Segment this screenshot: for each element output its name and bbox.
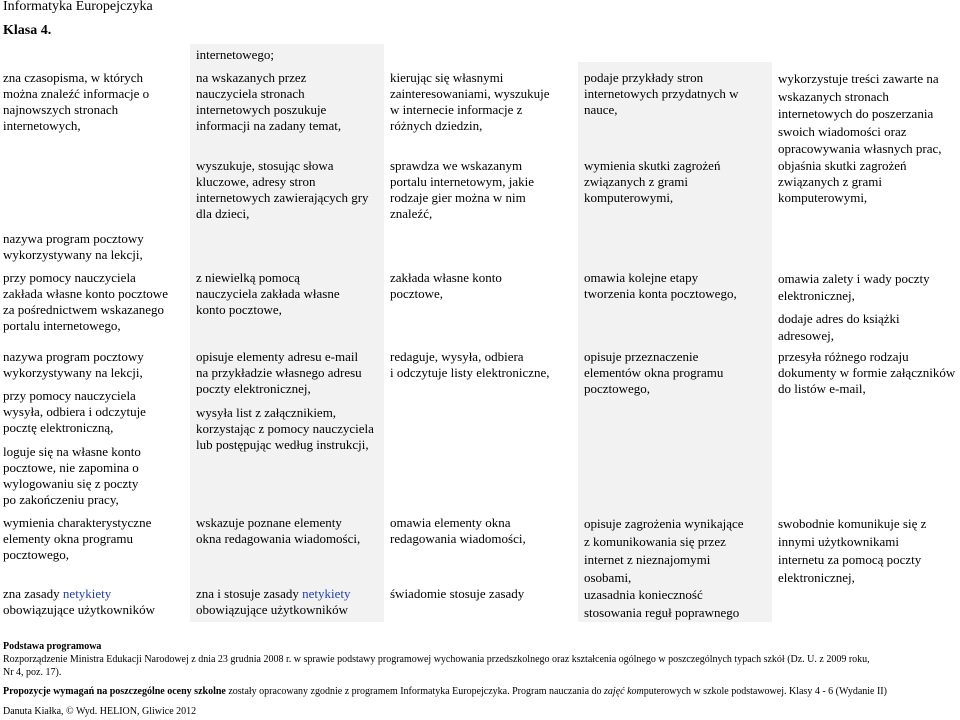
text-line: nauce, [584, 102, 618, 117]
text-line: z niewielką pomocą [196, 270, 300, 285]
grade-title: Klasa 4. [3, 23, 52, 38]
netykiety-link[interactable]: netykiety [62, 586, 112, 601]
text-line: wykorzystywany na lekcji, [3, 365, 143, 380]
text-line: świadomie stosuje zasady [390, 586, 525, 601]
text-line: wylogowaniu się z poczty [3, 476, 139, 491]
text-line: internetowych przydatnych w [584, 86, 739, 101]
text-line: wskazanych stronach [778, 88, 889, 104]
text-line [3, 586, 155, 602]
col3-cell-r1 [390, 70, 550, 134]
text-line: internetu za pomocą poczty [778, 552, 922, 567]
text-span: zna zasady [3, 586, 63, 601]
col1-cell-r6 [3, 515, 151, 563]
text-line: i odczytuje listy elektroniczne, [390, 365, 550, 380]
text-line: innymi użytkownikami [778, 534, 899, 549]
text-line: portalu internetowym, jakie [390, 174, 535, 189]
text-line: uzasadnia konieczność [584, 587, 703, 602]
text-line: elektronicznej, [778, 570, 855, 585]
text-line: adresowej, [778, 328, 834, 343]
text-line: lub postępując według instrukcji, [196, 437, 369, 452]
text-line: poczty elektronicznej, [196, 381, 311, 396]
text-line: konto pocztowe, [196, 302, 282, 317]
subject-title: Informatyka Europejczyka [3, 0, 153, 14]
text-line: elektronicznej, [778, 288, 855, 303]
text-line: objaśnia skutki zagrożeń [778, 158, 907, 173]
col3-cell-r2 [390, 158, 534, 222]
col2-cell-r4 [196, 270, 340, 318]
text-line: wskazuje poznane elementy [196, 515, 342, 530]
text-line: elementów okna programu [584, 365, 724, 380]
col3-cell-r5 [390, 349, 550, 381]
text-line: internet z nieznajomymi [584, 552, 711, 567]
text-line: zakłada własne konto pocztowe [3, 286, 168, 301]
text-line: w internecie informacje z [390, 102, 523, 117]
col5-cell-r4b [778, 310, 900, 344]
col2-cell-r1 [196, 70, 341, 134]
text-line: omawia elementy okna [390, 515, 511, 530]
col2-cell-r7 [196, 586, 351, 618]
footer-heading: Podstawa programowa [3, 641, 102, 652]
text-line: omawia zalety i wady poczty [778, 271, 930, 286]
text-line: na wskazanych przez [196, 70, 307, 85]
text-line: można znaleźć informacje o [3, 86, 150, 101]
text-line [196, 586, 351, 602]
text-line: pocztowe, nie zapomina o [3, 460, 139, 475]
text-line: kierując się własnymi [390, 70, 504, 85]
footer-line-3-end: puterowych w szkole podstawowej. Klasy 4 - 6 (Wydanie II) [643, 686, 887, 697]
text-line: sprawdza we wskazanym [390, 158, 523, 173]
col1-cell-r5c [3, 444, 141, 508]
text-line: korzystając z pomocy nauczyciela [196, 421, 374, 436]
text-line: swoich wiadomości oraz [778, 123, 907, 139]
text-line: najnowszych stronach [3, 102, 119, 117]
text-line: portalu internetowego, [3, 318, 121, 333]
col5-cell-r2 [778, 158, 907, 206]
text-line: komputerowymi, [584, 190, 674, 205]
text-line: nauczyciela stronach [196, 86, 305, 101]
text-line: komputerowymi, [778, 190, 868, 205]
footer-line-3-bold: Propozycje wymagań na poszczególne oceny szkolne [3, 686, 226, 697]
text-line: związanych z grami [584, 174, 688, 189]
text-line: internetowych poszukuje [196, 102, 327, 117]
col4-cell-r7 [584, 586, 739, 622]
col4-cell-r2 [584, 158, 720, 206]
col3-cell-r7 [390, 586, 524, 602]
text-line: dla dzieci, [196, 206, 250, 221]
text-line: tworzenia konta pocztowego, [584, 286, 737, 301]
col2-cell-r5b [196, 405, 374, 453]
text-line: wykorzystuje treści zawarte na [778, 71, 939, 86]
col4-cell-r1 [584, 70, 739, 118]
text-line: pocztowego, [3, 547, 70, 562]
text-line: opracowywania własnych prac, [778, 141, 942, 156]
text-line: pocztę elektroniczną, [3, 420, 114, 435]
text-line: zainteresowaniami, wyszukuje [390, 86, 550, 101]
footer-line-3-italic: zajęć kom [604, 686, 644, 697]
footer-line-3 [3, 686, 887, 698]
text-line: rodzaje gier można w nim [390, 190, 526, 205]
text-line: internetowych do poszerzania [778, 106, 934, 121]
text-line: wykorzystywany na lekcji, [3, 247, 143, 262]
text-line: wysyła list z załącznikiem, [196, 405, 337, 420]
col3-cell-r4 [390, 270, 502, 302]
col1-cell-r5b [3, 388, 146, 436]
text-line: stosowania reguł poprawnego [584, 605, 740, 620]
text-line: informacji na zadany temat, [196, 118, 342, 133]
text-line: po zakończeniu pracy, [3, 492, 119, 507]
text-line: swobodnie komunikuje się z [778, 516, 927, 531]
text-line: wymienia charakterystyczne [3, 515, 152, 530]
text-line: redagowania wiadomości, [390, 531, 526, 546]
text-line: obowiązujące użytkowników [3, 602, 155, 617]
text-line: wymienia skutki zagrożeń [584, 158, 721, 173]
text-line: z komunikowania się przez [584, 534, 726, 549]
text-line: pocztowego, [584, 381, 651, 396]
text-line: omawia kolejne etapy [584, 270, 699, 285]
text-line: okna redagowania wiadomości, [196, 531, 361, 546]
col1-cell-r1 [3, 70, 149, 134]
text-line: dokumenty w formie załączników [778, 365, 956, 380]
text-line: internetowych, [3, 118, 81, 133]
footer-line-1: Rozporządzenie Ministra Edukacji Narodowej z dnia 23 grudnia 2008 r. w sprawie podstawy programowej wychowania przedszkolnego oraz kształcenia ogólnego w poszczególnych typach szkół (Dz. U. z 2009 roku, [3, 654, 870, 665]
text-line: pocztowe, [390, 286, 444, 301]
text-line: opisuje zagrożenia wynikające [584, 516, 744, 531]
text-line: za pośrednictwem wskazanego [3, 302, 164, 317]
text-line: wysyła, odbiera i odczytuje [3, 404, 146, 419]
text-span: zna i stosuje zasady [196, 586, 303, 601]
text-line: nazywa program pocztowy [3, 231, 144, 246]
netykiety-link[interactable]: netykiety [302, 586, 351, 601]
text-line: zna czasopisma, w których [3, 70, 144, 85]
col3-cell-r6 [390, 515, 526, 547]
text-line: loguje się na własne konto [3, 444, 141, 459]
col2-cell-r2 [196, 158, 369, 222]
text-line: kluczowe, adresy stron [196, 174, 316, 189]
text-line: osobami, [584, 570, 632, 585]
col5-cell-r1 [778, 70, 942, 158]
col4-cell-r4 [584, 270, 737, 302]
text-line: przesyła różnego rodzaju [778, 349, 909, 364]
col2-cell-r6 [196, 515, 360, 547]
text-line: na przykładzie własnego adresu [196, 365, 362, 380]
text-line: podaje przykłady stron [584, 70, 704, 85]
footer-line-3-text: zostały opracowany zgodnie z programem Informatyka Europejczyka. Program nauczania do [225, 686, 605, 697]
col5-cell-r6 [778, 515, 926, 587]
col1-cell-r4 [3, 270, 168, 334]
text-line: redaguje, wysyła, odbiera [390, 349, 524, 364]
text-line: do listów e-mail, [778, 381, 866, 396]
text-line: nazywa program pocztowy [3, 349, 144, 364]
text-line: związanych z grami [778, 174, 882, 189]
text-line: nauczyciela zakłada własne [196, 286, 340, 301]
col2-cell-r0: internetowego; [196, 47, 274, 62]
text-line: przy pomocy nauczyciela [3, 388, 136, 403]
col5-cell-r4a [778, 270, 930, 304]
text-line: znaleźć, [390, 206, 433, 221]
text-line: różnych dziedzin, [390, 118, 483, 133]
text-line: zakłada własne konto [390, 270, 502, 285]
col1-cell-r5a [3, 349, 144, 381]
col1-cell-r3 [3, 231, 144, 263]
text-line: opisuje przeznaczenie [584, 349, 699, 364]
text-line: wyszukuje, stosując słowa [196, 158, 334, 173]
footer-line-4: Danuta Kiałka, © Wyd. HELION, Gliwice 2012 [3, 706, 197, 717]
col5-cell-r5 [778, 349, 955, 397]
col2-cell-r5a [196, 349, 362, 397]
text-line: opisuje elementy adresu e-mail [196, 349, 359, 364]
col4-cell-r5 [584, 349, 723, 397]
col4-cell-r6 [584, 515, 744, 587]
col1-cell-r7 [3, 586, 155, 618]
text-line: internetowych zawierających gry [196, 190, 369, 205]
text-line: przy pomocy nauczyciela [3, 270, 136, 285]
footer-line-2: Nr 4, poz. 17). [3, 667, 62, 678]
text-line: dodaje adres do książki [778, 311, 900, 326]
text-line: obowiązujące użytkowników [196, 602, 348, 617]
text-line: elementy okna programu [3, 531, 133, 546]
